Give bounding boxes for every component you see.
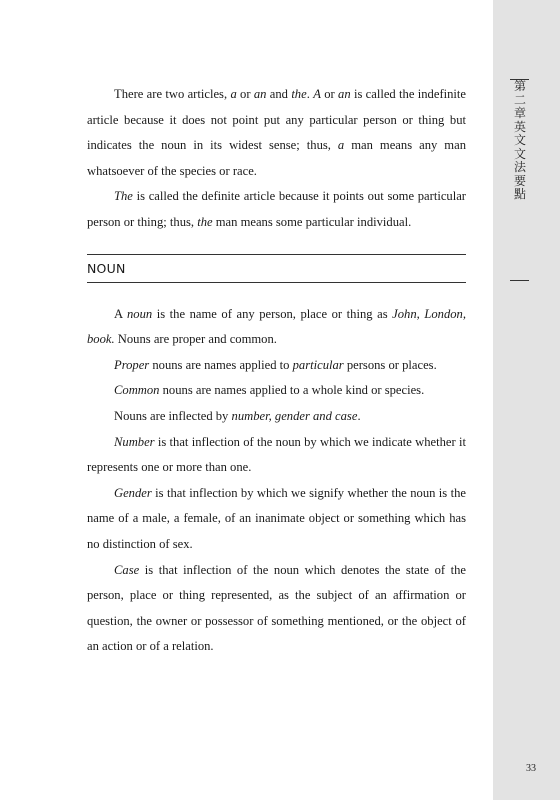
italic-term: Number	[114, 434, 155, 449]
articles-section	[87, 82, 466, 236]
paragraph	[87, 404, 466, 430]
paragraph	[87, 184, 466, 235]
paragraph	[87, 378, 466, 404]
section-title: NOUN	[87, 260, 126, 276]
noun-section	[87, 302, 466, 660]
page-body	[87, 82, 466, 660]
text-run: persons or places.	[343, 357, 437, 372]
italic-term: A	[313, 87, 321, 101]
italic-term: particular	[292, 357, 344, 372]
paragraph	[87, 353, 466, 379]
paragraph	[87, 430, 466, 481]
chapter-sidebar	[493, 0, 560, 800]
text-run: is called the definite article because it points out some particular person or thing; thus,	[87, 189, 466, 229]
text-run: is called the indefinite article because it does not point put any particular person or thing but indicates the noun in its widest sense; thus,	[87, 87, 467, 153]
text-run: is the name of any person, place or thing as	[152, 306, 393, 321]
italic-term: Case	[114, 562, 140, 577]
text-run: nouns are names applied to	[149, 357, 293, 372]
italic-term: The	[114, 189, 133, 204]
italic-term: Proper	[114, 357, 150, 372]
text-run: man means any man whatsoever of the species or race.	[87, 138, 466, 178]
text-run: .	[357, 408, 361, 423]
text-run: is that inflection of the noun by which we indicate whether it represents one or more than one.	[87, 434, 466, 475]
sidebar-rule-bottom	[510, 280, 529, 281]
text-run: is that inflection of the noun which denotes the state of the person, place or thing represented, as the subject of an affirmation or question, the owner or possessor of something mentioned, or the object of an action or of a relation.	[87, 562, 466, 654]
text-run: Nouns are proper and common.	[114, 332, 277, 347]
italic-term: Common	[114, 383, 160, 398]
paragraph	[87, 82, 466, 184]
text-run: and	[266, 87, 292, 101]
text-run: .	[306, 87, 314, 101]
text-run: A	[114, 306, 127, 321]
text-run: Nouns are inflected by	[114, 408, 232, 423]
italic-term: the	[197, 214, 213, 229]
text-run: nouns are names applied to a whole kind or species.	[159, 383, 425, 398]
text-run: is that inflection by which we signify whether the noun is the name of a male, a female, of an inanimate object or something which has no distinction of sex.	[87, 485, 466, 551]
italic-term: John, London, book.	[87, 306, 466, 347]
text-run: or	[320, 87, 339, 101]
paragraph	[87, 481, 466, 558]
text-run: or	[236, 87, 254, 101]
italic-term: Gender	[114, 485, 152, 500]
text-run: man means some particular individual.	[212, 214, 412, 229]
italic-term: an	[338, 87, 351, 101]
section-rule-bottom	[87, 282, 466, 283]
italic-term: the	[291, 87, 307, 101]
paragraph	[87, 302, 466, 353]
text-run: There are two articles,	[114, 87, 231, 101]
chapter-label: 第二章 英文文法要點	[513, 79, 539, 201]
italic-term: a	[337, 138, 345, 153]
page-number: 33	[526, 763, 536, 774]
section-header	[87, 254, 466, 283]
italic-term: number, gender and case	[231, 408, 358, 423]
italic-term: noun	[126, 306, 153, 321]
italic-term: a	[230, 87, 237, 101]
paragraph	[87, 558, 466, 660]
italic-term: an	[253, 87, 267, 101]
